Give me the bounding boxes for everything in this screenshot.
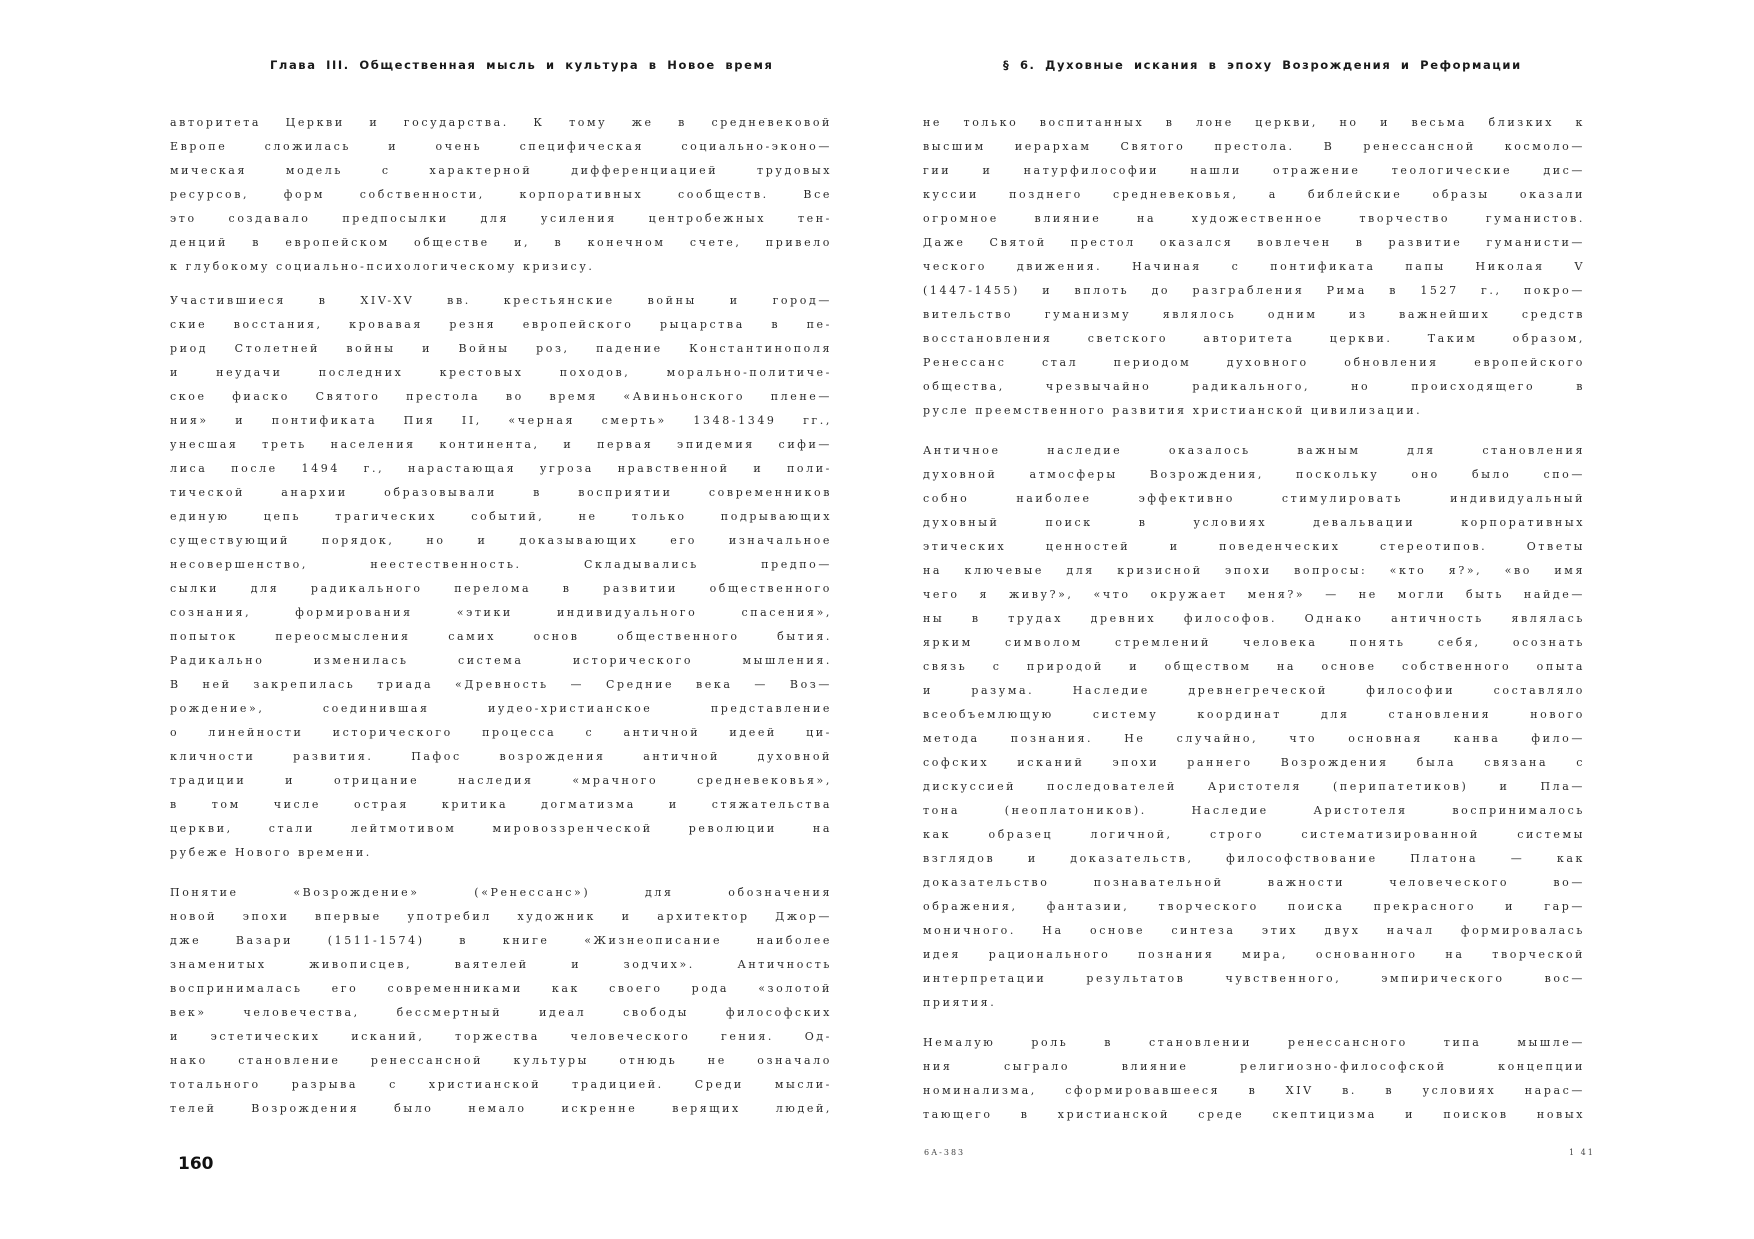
running-header-right: § 6. Духовные искания в эпоху Возрождения и Реформации	[1003, 58, 1522, 72]
text-line: церкви, стали лейтмотивом мировоззренческой революции на	[170, 822, 832, 835]
text-line: тающего в христианской среде скептицизма и поисков новых	[923, 1108, 1585, 1121]
text-line: русле преемственного развития христианской цивилизации.	[923, 404, 1423, 417]
text-line: тона (неоплатоников). Наследие Аристотеля воспринималось	[923, 804, 1585, 817]
text-line: огромное влияние на художественное творчество гуманистов.	[923, 212, 1585, 225]
text-line: воспринималась его современниками как своего рода «золотой	[170, 982, 832, 995]
text-line: ны в трудах древних философов. Однако античность являлась	[923, 612, 1585, 625]
text-line: нако становление ренессансной культуры отнюдь не означало	[170, 1054, 832, 1067]
text-line: Античное наследие оказалось важным для становления	[923, 444, 1585, 457]
text-line: высшим иерархам Святого престола. В ренессансной космоло—	[923, 140, 1585, 153]
left-page-body	[170, 111, 832, 1121]
text-line: (1447-1455) и вплоть до разграбления Рима в 1527 г., покро—	[923, 284, 1585, 297]
text-line: и эстетических исканий, торжества человеческого гения. Од-	[170, 1030, 832, 1043]
text-line: общества, чрезвычайно радикального, но происходящего в	[923, 380, 1585, 393]
text-line: дискуссией последователей Аристотеля (перипатетиков) и Пла—	[923, 780, 1585, 793]
text-line: сознания, формирования «этики индивидуального спасения»,	[170, 606, 832, 619]
text-line: ресурсов, форм собственности, корпоративных сообществ. Все	[170, 188, 832, 201]
text-line: идея рационального познания мира, основанного на творческой	[923, 948, 1585, 961]
text-line: это создавало предпосылки для усиления центробежных тен-	[170, 212, 832, 225]
text-line: унесшая треть населения континента, и первая эпидемия сифи—	[170, 438, 832, 451]
text-line: софских исканий эпохи раннего Возрождения была связана с	[923, 756, 1585, 769]
text-line: этических ценностей и поведенческих стереотипов. Ответы	[923, 540, 1585, 553]
right-page	[877, 0, 1754, 1239]
text-line: Участившиеся в XIV-XV вв. крестьянские войны и город—	[170, 294, 832, 307]
printer-signature: 6А-383	[924, 1148, 966, 1157]
text-line: дже Вазари (1511-1574) в книге «Жизнеописание наиболее	[170, 934, 832, 947]
text-line: всеобъемлющую систему координат для становления нового	[923, 708, 1585, 721]
text-line: связь с природой и обществом на основе собственного опыта	[923, 660, 1585, 673]
page-number: 160	[178, 1154, 214, 1174]
text-line: ния сыграло влияние религиозно-философской концепции	[923, 1060, 1585, 1073]
text-line: взглядов и доказательств, философствование Платона — как	[923, 852, 1585, 865]
text-line: Понятие «Возрождение» («Ренессанс») для обозначения	[170, 886, 832, 899]
text-line: тотального разрыва с христианской традицией. Среди мысли-	[170, 1078, 832, 1091]
text-line: Европе сложилась и очень специфическая социально-эконо—	[170, 140, 832, 153]
text-line: знаменитых живописцев, ваятелей и зодчих». Античность	[170, 958, 832, 971]
text-line: на ключевые для кризисной эпохи вопросы: «кто я?», «во имя	[923, 564, 1585, 577]
text-line: духовной атмосферы Возрождения, поскольку оно было спо—	[923, 468, 1585, 481]
text-line: вительство гуманизму являлось одним из важнейших средств	[923, 308, 1585, 321]
text-line: и разума. Наследие древнегреческой философии составляло	[923, 684, 1585, 697]
text-line: авторитета Церкви и государства. К тому же в средневековой	[170, 116, 832, 129]
text-line: Даже Святой престол оказался вовлечен в развитие гуманисти—	[923, 236, 1585, 249]
text-line: приятия.	[923, 996, 997, 1009]
text-line: к глубокому социально-психологическому кризису.	[170, 260, 595, 273]
text-line: рубеже Нового времени.	[170, 846, 372, 859]
text-line: как образец логичной, строго систематизированной системы	[923, 828, 1585, 841]
text-line: доказательство познавательной важности человеческого во—	[923, 876, 1585, 889]
text-line: несовершенство, неестественность. Складывались предпо—	[170, 558, 832, 571]
text-line: тической анархии образовывали в восприятии современников	[170, 486, 832, 499]
text-line: ярким символом стремлений человека понять себя, осознать	[923, 636, 1585, 649]
text-line: рождение», соединившая иудео-христианское представление	[170, 702, 832, 715]
text-line: номинализма, сформировавшееся в XIV в. в условиях нарас—	[923, 1084, 1585, 1097]
text-line: ские восстания, кровавая резня европейского рыцарства в пе-	[170, 318, 832, 331]
text-line: новой эпохи впервые употребил художник и архитектор Джор—	[170, 910, 832, 923]
text-line: Радикально изменилась система исторического мышления.	[170, 654, 832, 667]
text-line: восстановления светского авторитета церкви. Таким образом,	[923, 332, 1585, 345]
text-line: единую цепь трагических событий, не только подрывающих	[170, 510, 832, 523]
text-line: В ней закрепилась триада «Древность — Средние века — Воз—	[170, 678, 832, 691]
text-line: интерпретации результатов чувственного, эмпирического вос—	[923, 972, 1585, 985]
text-line: о линейности исторического процесса с античной идеей ци-	[170, 726, 832, 739]
text-line: существующий порядок, но и доказывающих его изначальное	[170, 534, 832, 547]
text-line: куссии позднего средневековья, а библейские образы оказали	[923, 188, 1585, 201]
text-line: гии и натурфилософии нашли отражение теологические дис—	[923, 164, 1585, 177]
text-line: ческого движения. Начиная с понтификата папы Николая V	[923, 260, 1585, 273]
text-line: сылки для радикального перелома в развитии общественного	[170, 582, 832, 595]
text-line: риод Столетней войны и Войны роз, падение Константинополя	[170, 342, 832, 355]
text-line: Ренессанс стал периодом духовного обновления европейского	[923, 356, 1585, 369]
text-line: мическая модель с характерной дифференциацией трудовых	[170, 164, 832, 177]
text-line: не только воспитанных в лоне церкви, но и весьма близких к	[923, 116, 1585, 129]
text-line: денций в европейском обществе и, в конечном счете, привело	[170, 236, 832, 249]
right-page-body	[923, 111, 1585, 1127]
text-line: Немалую роль в становлении ренессансного типа мышле—	[923, 1036, 1585, 1049]
text-line: моничного. На основе синтеза этих двух начал формировалась	[923, 924, 1585, 937]
text-line: кличности развития. Пафос возрождения античной духовной	[170, 750, 832, 763]
text-line: лиса после 1494 г., нарастающая угроза нравственной и поли-	[170, 462, 832, 475]
signature-mark: 1 41	[1569, 1148, 1595, 1157]
text-line: ображения, фантазии, творческого поиска прекрасного и гар—	[923, 900, 1585, 913]
text-line: традиции и отрицание наследия «мрачного средневековья»,	[170, 774, 832, 787]
text-line: телей Возрождения было немало искренне верящих людей,	[170, 1102, 832, 1115]
text-line: чего я живу?», «что окружает меня?» — не могли быть найде—	[923, 588, 1585, 601]
running-header-left: Глава III. Общественная мысль и культура в Новое время	[270, 58, 774, 72]
text-line: попыток переосмысления самих основ общественного бытия.	[170, 630, 832, 643]
text-line: ния» и понтификата Пия II, «черная смерть» 1348-1349 гг.,	[170, 414, 832, 427]
text-line: в том числе острая критика догматизма и стяжательства	[170, 798, 832, 811]
text-line: ское фиаско Святого престола во время «Авиньонского плене—	[170, 390, 832, 403]
text-line: духовный поиск в условиях девальвации корпоративных	[923, 516, 1585, 529]
text-line: метода познания. Не случайно, что основная канва фило—	[923, 732, 1585, 745]
text-line: и неудачи последних крестовых походов, морально-политиче-	[170, 366, 832, 379]
text-line: собно наиболее эффективно стимулировать индивидуальный	[923, 492, 1585, 505]
text-line: век» человечества, бессмертный идеал свободы философских	[170, 1006, 832, 1019]
